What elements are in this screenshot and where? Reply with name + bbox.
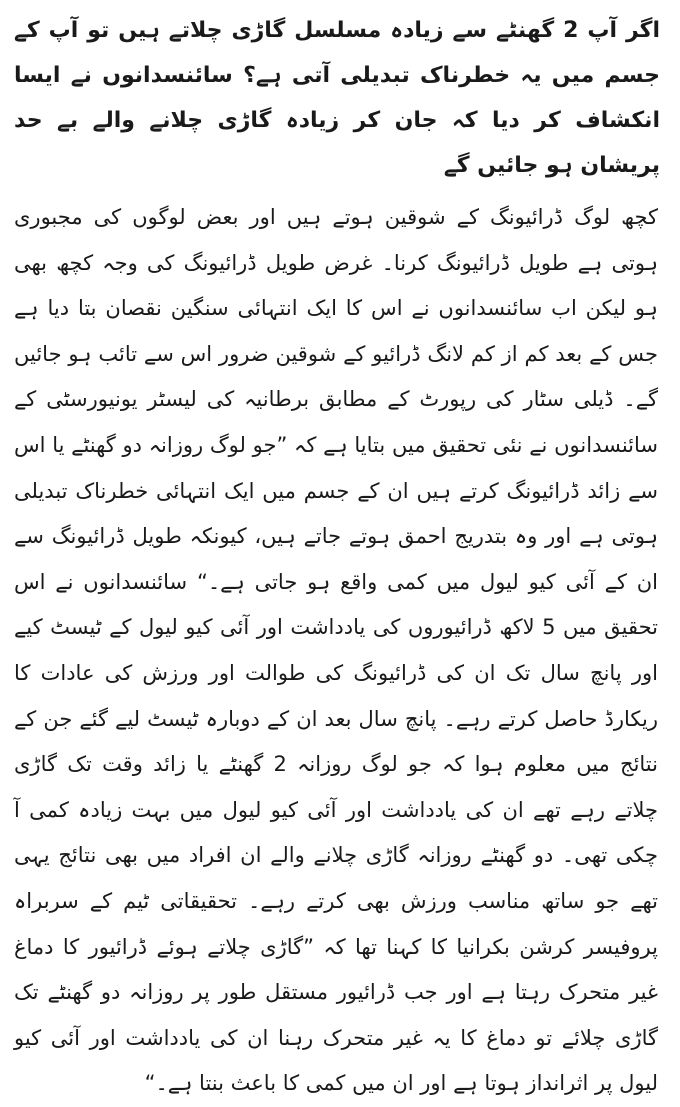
article-body: کچھ لوگ ڈرائیونگ کے شوقین ہوتے ہیں اور بعض لوگوں کی مجبوری ہوتی ہے طویل ڈرائیونگ کرنا۔ غرض طویل ڈرائیونگ کی وجہ کچھ بھی ہو لیکن اب سائنسدانوں نے اس کا ایک انتہائی سنگین نقصان بتا دیا ہے جس کے بعد کم از کم لانگ ڈرائیو کے شوقین ضرور اس سے تائب ہو جائیں گے۔ ڈیلی سٹار کی رپورٹ کے مطابق برطانیہ کی لیسٹر یونیورسٹی کے سائنسدانوں نے نئی تحقیق میں بتایا ہے کہ ”جو لوگ روزانہ دو گھنٹے یا اس سے زائد ڈرائیونگ کرتے ہیں ان کے جسم میں ایک انتہائی خطرناک تبدیلی ہوتی ہے اور وہ بتدریج احمق ہوتے جاتے ہیں، کیونکہ طویل ڈرائیونگ سے ان کے آئی کیو لیول میں کمی واقع ہو جاتی ہے۔“ سائنسدانوں نے اس تحقیق میں 5 لاکھ ڈرائیوروں کی یادداشت اور آئی کیو لیول کے ٹیسٹ کیے اور پانچ سال تک ان کی ڈرائیونگ کی طوالت اور ورزش کی عادات کا ریکارڈ حاصل کرتے رہے۔ پانچ سال بعد ان کے دوبارہ ٹیسٹ لیے گئے جن کے نتائج میں معلوم ہوا کہ جو لوگ روزانہ 2 گھنٹے یا زائد وقت تک گاڑی چلاتے رہے تھے ان کی یادداشت اور آئی کیو لیول میں بہت زیادہ کمی آ چکی تھی۔ دو گھنٹے روزانہ گاڑی چلانے والے ان افراد میں بھی نتائج یہی تھے جو ساتھ مناسب ورزش بھی کرتے رہے۔ تحقیقاتی ٹیم کے سربراہ پروفیسر کرشن بکرانیا کا کہنا تھا کہ ”گاڑی چلاتے ہوئے ڈرائیور کا دماغ غیر متحرک رہتا ہے اور جب ڈرائیور مستقل طور پر روزانہ دو گھنٹے تک گاڑی چلائے تو دماغ کا یہ غیر متحرک رہنا ان کی یادداشت اور آئی کیو لیول پر اثرانداز ہوتا ہے اور ان میں کمی کا باعث بنتا ہے۔“ bbox=[14, 205, 658, 1096]
article-headline: اگر آپ 2 گھنٹے سے زیادہ مسلسل گاڑی چلاتے ہیں تو آپ کے جسم میں یہ خطرناک تبدیلی آتی ہے؟ سائنسدانوں نے ایسا انکشاف کر دیا کہ جان کر زیادہ گاڑی چلانے والے بے حد پریشان ہو جائیں گے bbox=[14, 18, 660, 178]
